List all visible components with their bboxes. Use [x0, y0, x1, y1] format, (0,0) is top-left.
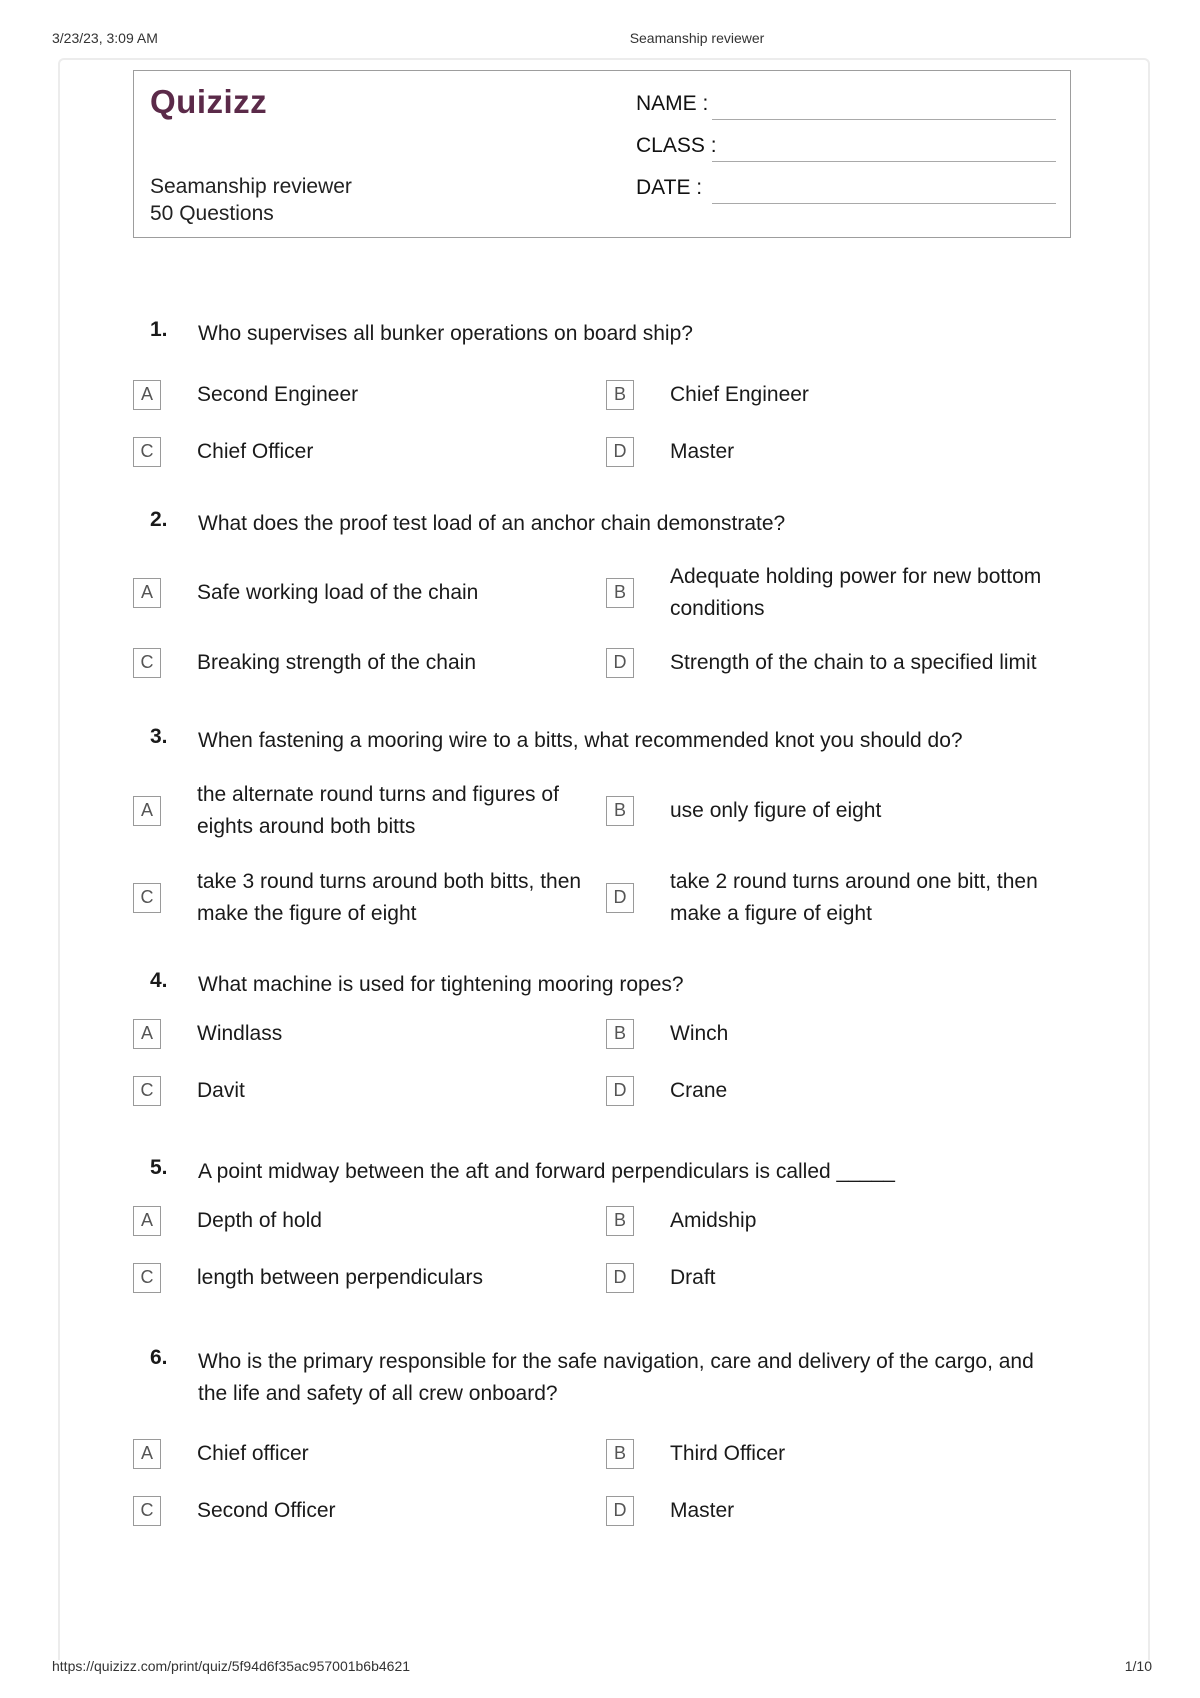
option-letter-box: A — [133, 578, 161, 608]
question-text: Who supervises all bunker operations on board ship? — [198, 322, 693, 345]
option-text: Adequate holding power for new bottom conditions — [670, 565, 1042, 620]
option-letter-box: A — [133, 1206, 161, 1236]
name-label: NAME : — [636, 92, 709, 115]
question-text: A point midway between the aft and forward perpendiculars is called _____ — [198, 1160, 895, 1183]
option-text: Second Officer — [197, 1499, 336, 1522]
option-text: use only figure of eight — [670, 799, 882, 822]
option-text: Third Officer — [670, 1442, 786, 1465]
option-letter-box: C — [133, 1496, 161, 1526]
option-text: Second Engineer — [197, 383, 359, 406]
option-text: Draft — [670, 1266, 716, 1289]
option-letter-box: D — [606, 437, 634, 467]
question-text: When fastening a mooring wire to a bitts, what recommended knot you should do? — [198, 729, 963, 752]
option-text: Davit — [197, 1079, 245, 1102]
option-text: Breaking strength of the chain — [197, 651, 477, 674]
date-label: DATE : — [636, 176, 703, 199]
option-letter-box: B — [606, 1439, 634, 1469]
option-text: Master — [670, 1499, 735, 1522]
option-text: Winch — [670, 1022, 729, 1045]
option-letter-box: D — [606, 648, 634, 678]
question-number: 2. — [150, 508, 168, 531]
option-letter-box: D — [606, 1076, 634, 1106]
print-header — [0, 30, 1200, 50]
class-line — [712, 161, 1056, 162]
worksheet-page — [58, 58, 1150, 1660]
option-letter-box: B — [606, 796, 634, 826]
worksheet-header — [133, 70, 1071, 238]
option-letter-box: B — [606, 578, 634, 608]
quizizz-logo: Quizizz — [150, 83, 268, 120]
option-text: length between perpendiculars — [197, 1266, 484, 1289]
option-text: take 3 round turns around both bitts, then make the figure of eight — [197, 870, 582, 925]
question-number: 1. — [150, 318, 168, 341]
option-text: Chief Officer — [197, 440, 314, 463]
option-letter-box: B — [606, 1019, 634, 1049]
option-letter-box: A — [133, 1439, 161, 1469]
option-letter-box: C — [133, 437, 161, 467]
page-number: 1/10 — [1124, 1658, 1152, 1674]
print-title: Seamanship reviewer — [629, 30, 765, 46]
question-text: What machine is used for tightening mooring ropes? — [198, 973, 684, 996]
option-text: Strength of the chain to a specified limit — [670, 651, 1037, 674]
option-letter-box: A — [133, 1019, 161, 1049]
option-text: Safe working load of the chain — [197, 581, 479, 604]
question-text: Who is the primary responsible for the safe navigation, care and delivery of the cargo, and the life and safety of all crew onboard? — [198, 1350, 1034, 1405]
question-number: 4. — [150, 969, 168, 992]
option-letter-box: A — [133, 380, 161, 410]
option-text: the alternate round turns and figures of eights around both bitts — [197, 783, 559, 838]
print-url: https://quizizz.com/print/quiz/5f94d6f35ac957001b6b4621 — [52, 1658, 411, 1674]
name-field — [636, 86, 1056, 122]
option-letter-box: C — [133, 648, 161, 678]
option-letter-box: C — [133, 883, 161, 913]
option-letter-box: D — [606, 1263, 634, 1293]
option-text: Chief officer — [197, 1442, 309, 1465]
option-text: Depth of hold — [197, 1209, 322, 1232]
question-number: 5. — [150, 1156, 168, 1179]
option-text: Crane — [670, 1079, 728, 1102]
name-line — [712, 119, 1056, 120]
question-number: 3. — [150, 725, 168, 748]
question-number: 6. — [150, 1346, 168, 1369]
option-letter-box: C — [133, 1263, 161, 1293]
option-letter-box: D — [606, 883, 634, 913]
date-line — [712, 203, 1056, 204]
option-text: Windlass — [197, 1022, 283, 1045]
date-field — [636, 170, 1056, 206]
option-text: take 2 round turns around one bitt, then make a figure of eight — [670, 870, 1038, 925]
option-text: Amidship — [670, 1209, 757, 1232]
question-text: What does the proof test load of an anchor chain demonstrate? — [198, 512, 786, 535]
class-label: CLASS : — [636, 134, 717, 157]
question-count: 50 Questions — [150, 202, 274, 225]
option-letter-box: B — [606, 1206, 634, 1236]
option-letter-box: C — [133, 1076, 161, 1106]
print-datetime: 3/23/23, 3:09 AM — [52, 30, 158, 46]
option-letter-box: B — [606, 380, 634, 410]
quiz-title: Seamanship reviewer — [150, 175, 352, 198]
option-letter-box: A — [133, 796, 161, 826]
option-letter-box: D — [606, 1496, 634, 1526]
option-text: Master — [670, 440, 735, 463]
print-footer — [0, 1658, 1200, 1678]
option-text: Chief Engineer — [670, 383, 809, 406]
class-field — [636, 128, 1056, 164]
